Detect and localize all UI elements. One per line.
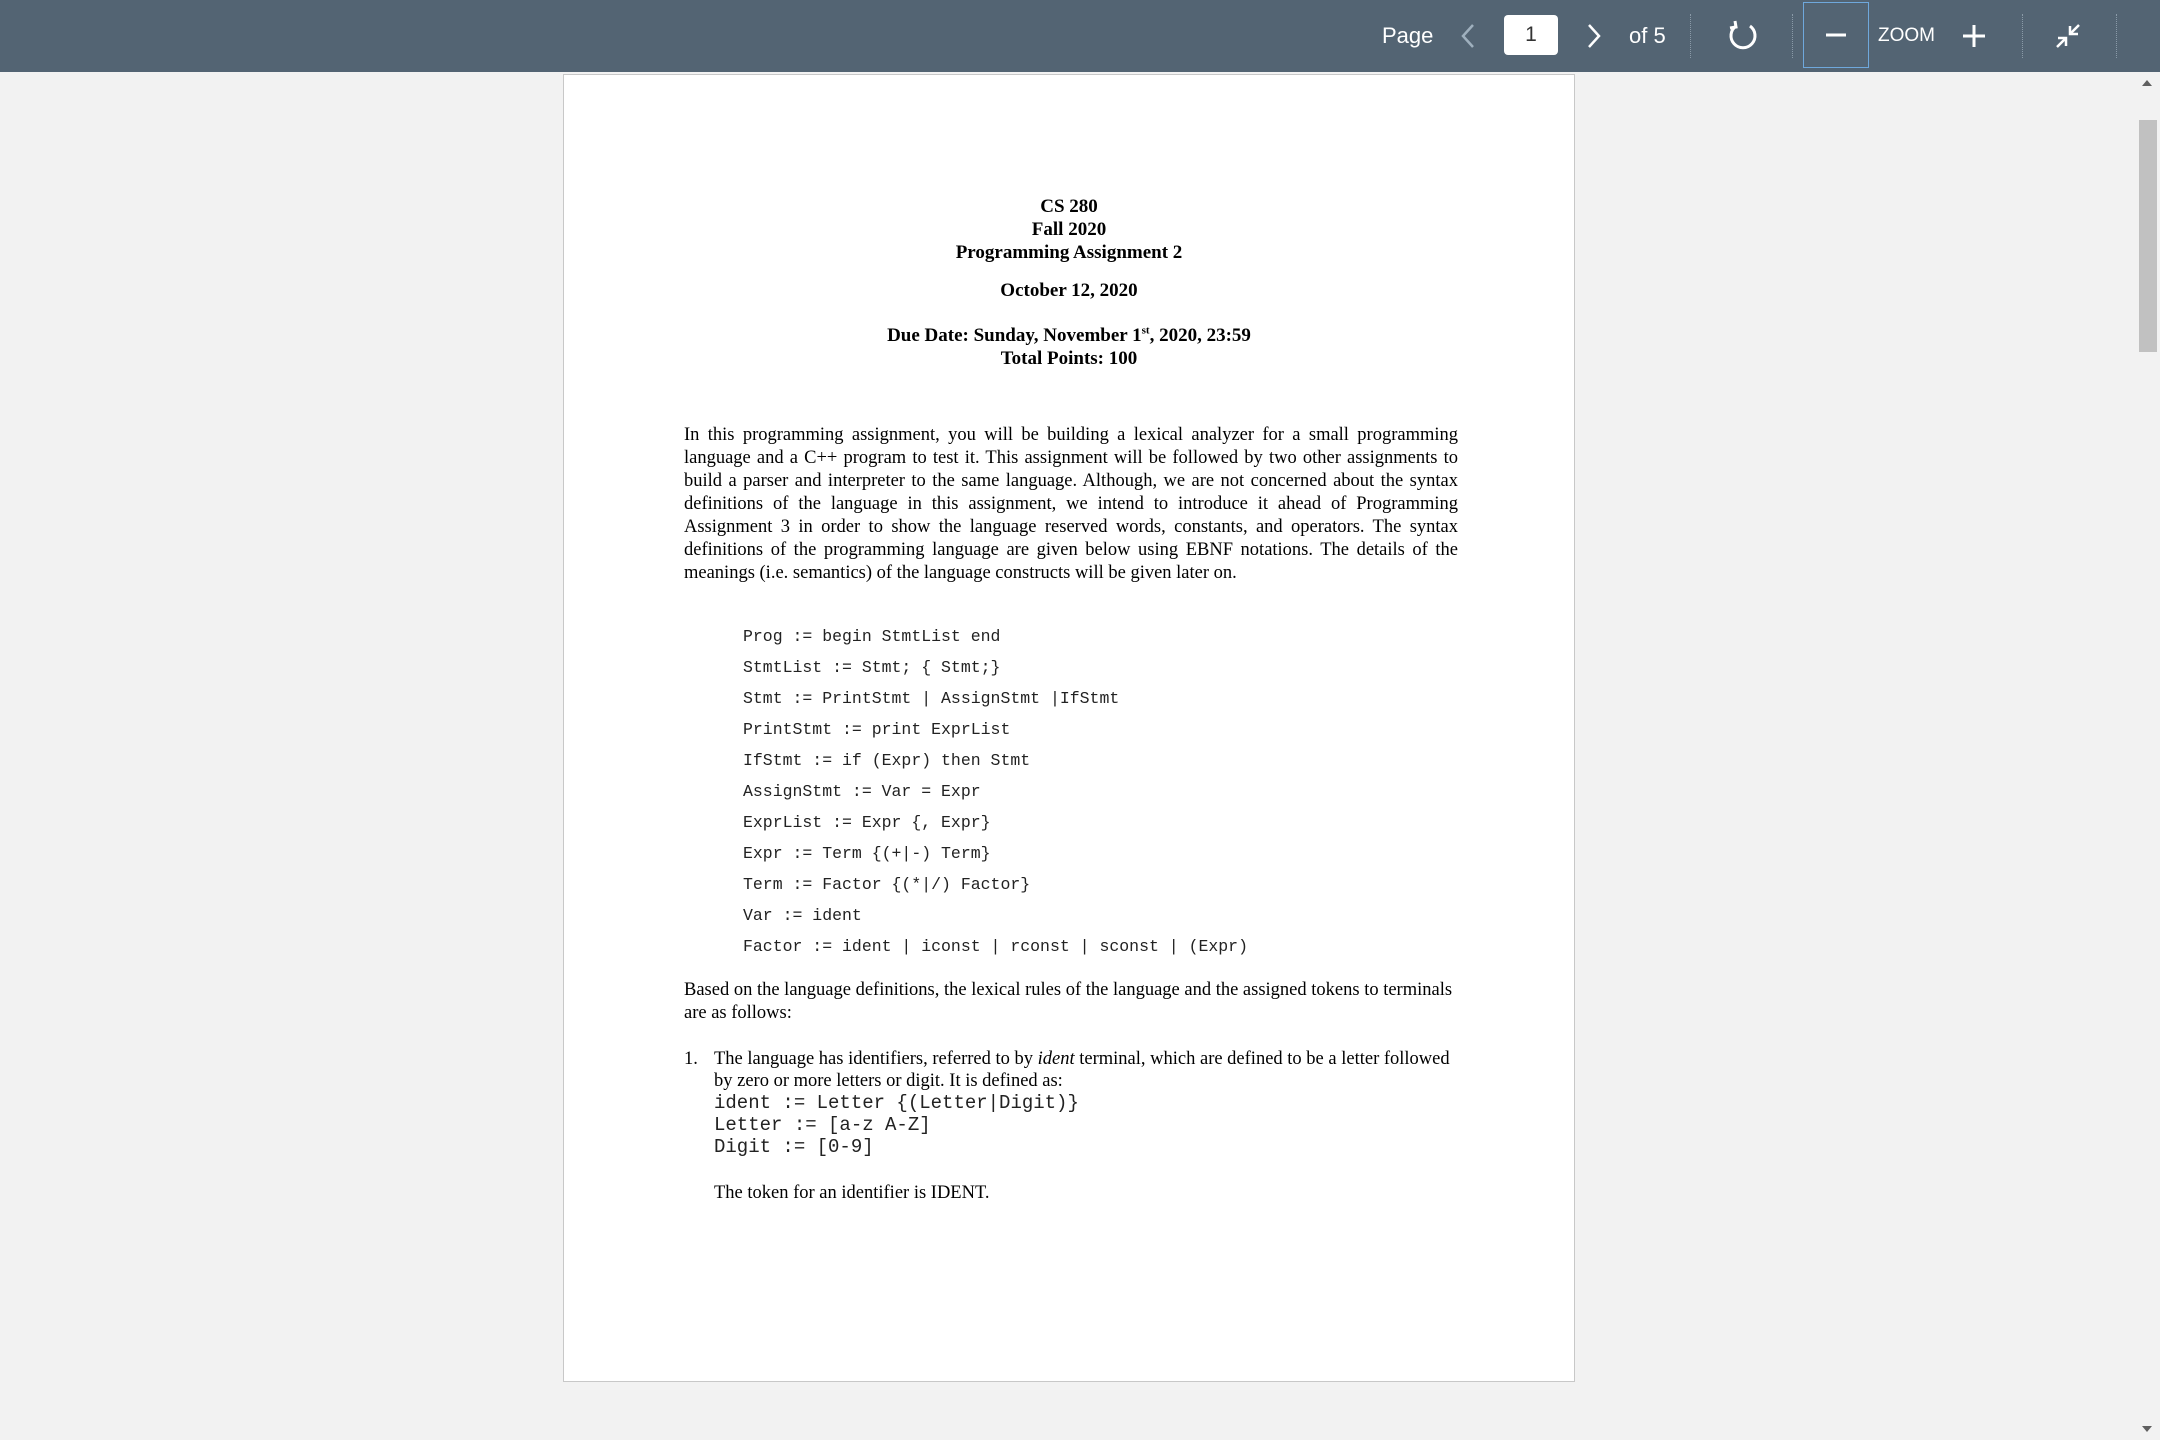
zoom-in-button[interactable]: [1950, 12, 1998, 60]
grammar-rule: StmtList := Stmt; { Stmt;}: [743, 658, 1001, 677]
toolbar-divider: [2116, 14, 2117, 58]
grammar-rule: Expr := Term {(+|-) Term}: [743, 844, 991, 863]
code-line: Letter := [a-z A-Z]: [714, 1114, 931, 1136]
zoom-label: ZOOM: [1878, 25, 1935, 46]
toolbar-divider: [1690, 14, 1691, 58]
intro-paragraph: In this programming assignment, you will be building a lexical analyzer for a small programming language and a C++ program to test it. This assignment will be followed by two other assignments to build a parser and interpreter to the same language. Although, we are not concerned about the syntax definitions of the language in this assignment, we intend to introduce it ahead of Programming Assignment 3 in order to show the language reserved words, constants, and operators. The syntax definitions of the programming language are given below using EBNF notations. The details of the meanings (i.e. semantics) of the language constructs will be given later on.: [684, 425, 1458, 583]
document-header: [564, 195, 1574, 264]
grammar-rule: Var := ident: [743, 906, 862, 925]
document-page: [563, 74, 1575, 1382]
scroll-up-arrow[interactable]: [2142, 80, 2152, 86]
document-date: October 12, 2020: [1000, 280, 1138, 301]
next-page-button[interactable]: [1570, 12, 1618, 60]
token-description: The token for an identifier is IDENT.: [714, 1183, 990, 1203]
minus-icon: [1824, 23, 1848, 47]
grammar-rule: Stmt := PrintStmt | AssignStmt |IfStmt: [743, 689, 1120, 708]
page-label: Page: [1382, 23, 1434, 48]
assignment-title: Programming Assignment 2: [955, 242, 1183, 263]
course-title: CS 280: [1040, 196, 1098, 217]
grammar-rule: Factor := ident | iconst | rconst | sconst | (Expr): [743, 937, 1248, 956]
exit-fullscreen-button[interactable]: [2044, 12, 2092, 60]
rotate-icon: [1726, 19, 1760, 53]
page-number-input[interactable]: [1504, 15, 1558, 55]
grammar-rule: IfStmt := if (Expr) then Stmt: [743, 751, 1031, 770]
scroll-down-arrow[interactable]: [2142, 1426, 2152, 1432]
total-points: Total Points: 100: [1000, 348, 1138, 369]
list-item-body: [714, 1048, 1464, 1204]
grammar-rule: ExprList := Expr {, Expr}: [743, 813, 991, 832]
rotate-button[interactable]: [1719, 12, 1767, 60]
pdf-toolbar: [0, 0, 2160, 72]
grammar-rule: PrintStmt := print ExprList: [743, 720, 1011, 739]
plus-icon: [1961, 23, 1987, 49]
due-date: Due Date: Sunday, November 1st, 2020, 23:59: [887, 324, 1251, 346]
previous-page-button[interactable]: [1444, 12, 1492, 60]
grammar-rule: Term := Factor {(*|/) Factor}: [743, 875, 1031, 894]
chevron-right-icon: [1584, 22, 1604, 50]
scroll-thumb[interactable]: [2139, 120, 2157, 352]
toolbar-divider: [2022, 14, 2023, 58]
code-line: Digit := [0-9]: [714, 1136, 874, 1158]
grammar-rule: AssignStmt := Var = Expr: [743, 782, 981, 801]
grammar-block: [743, 621, 1248, 962]
page-count-label: of 5: [1629, 23, 1666, 48]
vertical-scrollbar[interactable]: [2136, 72, 2160, 1440]
rules-intro-paragraph: Based on the language definitions, the lexical rules of the language and the assigned tokens to terminals are as follows:: [684, 980, 1453, 1023]
grammar-rule: Prog := begin StmtList end: [743, 627, 1001, 646]
chevron-left-icon: [1458, 22, 1478, 50]
collapse-icon: [2053, 21, 2083, 51]
zoom-out-button[interactable]: [1803, 2, 1869, 68]
term: Fall 2020: [1031, 219, 1107, 240]
code-line: ident := Letter {(Letter|Digit)}: [714, 1092, 1079, 1114]
due-block: [564, 324, 1574, 370]
toolbar-divider: [1792, 14, 1793, 58]
list-item-number: 1.: [684, 1049, 698, 1069]
identifier-description: The language has identifiers, referred to by ident terminal, which are defined to be a letter followed by zero or more letters or digit. It is defined as:: [714, 1049, 1450, 1091]
